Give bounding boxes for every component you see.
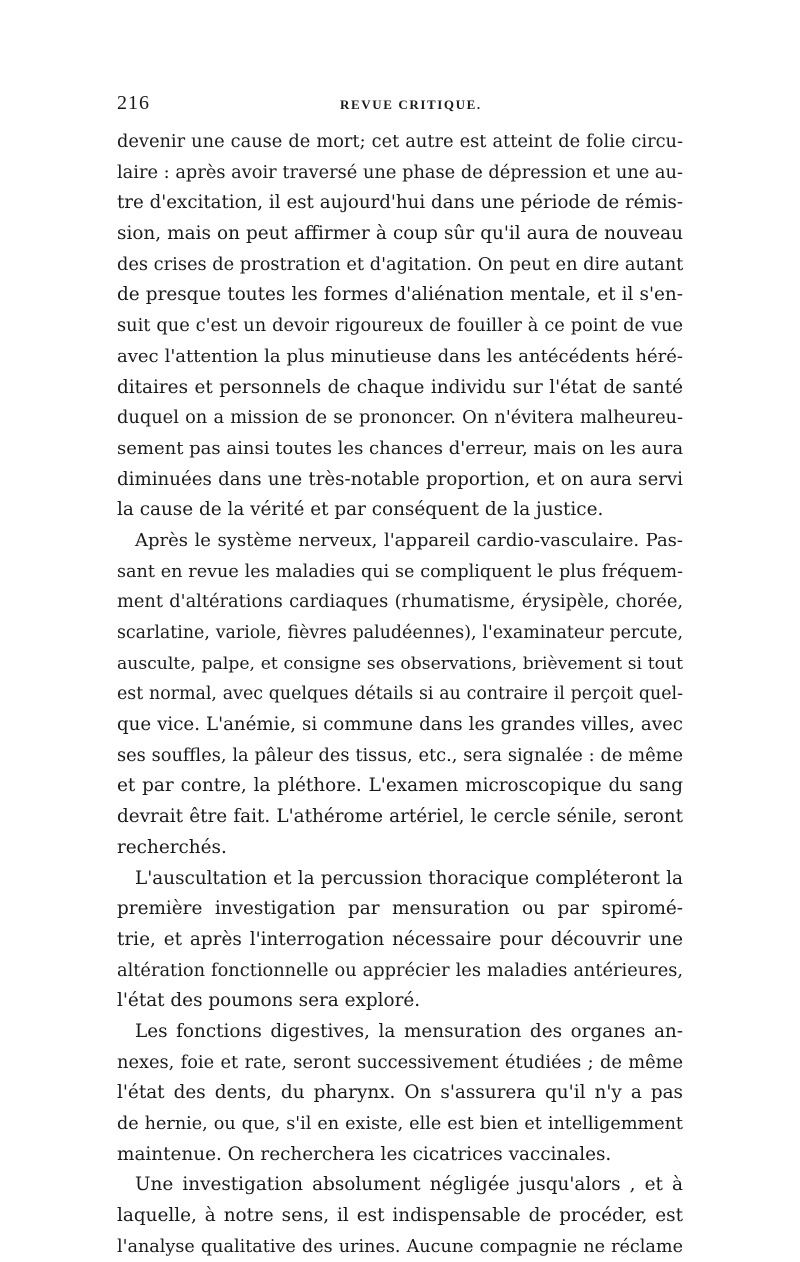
text-line: est normal, avec quelques détails si au contraire il perçoit quel-	[117, 684, 683, 705]
text-line: devenir une cause de mort; cet autre est atteint de folie circu-	[117, 131, 683, 152]
text-line: ditaires et personnels de chaque individu sur l'état de santé	[117, 376, 683, 398]
text-line: scarlatine, variole, fièvres paludéennes), l'examinateur percute,	[117, 623, 683, 643]
text-line: sement pas ainsi toutes les chances d'erreur, mais on les aura	[117, 437, 683, 459]
text-line: ausculte, palpe, et consigne ses observations, brièvement si tout	[117, 653, 683, 674]
text-line: altération fonctionnelle ou apprécier les maladies antérieures,	[117, 959, 683, 981]
text-line: et par contre, la pléthore. L'examen microscopique du sang	[117, 775, 683, 797]
text-line: laquelle, à notre sens, il est indispensable de procéder, est	[117, 1205, 683, 1227]
text-line: duquel on a mission de se prononcer. On n'évitera malheureu-	[117, 407, 683, 429]
body-text	[117, 127, 683, 1262]
text-line: l'analyse qualitative des urines. Aucune compagnie ne réclame	[117, 1236, 683, 1257]
text-line: Après le système nerveux, l'appareil cardio-vasculaire. Pas-	[135, 529, 683, 551]
text-line: laire : après avoir traversé une phase de dépression et une au-	[117, 161, 683, 183]
text-line: des crises de prostration et d'agitation. On peut en dire autant	[117, 253, 683, 275]
text-line: ses souffles, la pâleur des tissus, etc., sera signalée : de même	[117, 744, 683, 766]
text-line: trie, et après l'interrogation nécessaire pour découvrir une	[117, 928, 683, 950]
text-line: nexes, foie et rate, seront successivement étudiées ; de même	[117, 1051, 683, 1073]
text-line: de hernie, ou que, s'il en existe, elle est bien et intelligemment	[117, 1114, 683, 1134]
text-line: que vice. L'anémie, si commune dans les grandes villes, avec	[117, 714, 683, 736]
text-line: suit que c'est un devoir rigoureux de fouiller à ce point de vue	[117, 315, 683, 337]
text-line: tre d'excitation, il est aujourd'hui dans une période de rémis-	[117, 192, 683, 214]
page-header	[117, 92, 683, 118]
text-line: avec l'attention la plus minutieuse dans les antécédents héré-	[117, 345, 683, 367]
text-line: diminuées dans une très-notable proportion, et on aura servi	[117, 468, 683, 490]
running-title: REVUE CRITIQUE.	[340, 97, 482, 112]
text-line: Les fonctions digestives, la mensuration des organes an-	[135, 1020, 683, 1042]
text-line: sion, mais on peut affirmer à coup sûr qu'il aura de nouveau	[117, 223, 683, 245]
text-line: recherchés.	[117, 836, 227, 858]
text-line: l'état des dents, du pharynx. On s'assurera qu'il n'y a pas	[117, 1082, 683, 1104]
text-line: la cause de la vérité et par conséquent de la justice.	[117, 499, 604, 521]
text-line: de presque toutes les formes d'aliénation mentale, et il s'en-	[117, 284, 683, 306]
text-line: l'état des poumons sera exploré.	[117, 990, 421, 1012]
text-line: devrait être fait. L'athérome artériel, le cercle sénile, seront	[117, 806, 683, 828]
page-number: 216	[117, 92, 150, 114]
text-line: première investigation par mensuration ou par spiromé-	[117, 898, 683, 920]
text-line: maintenue. On recherchera les cicatrices vaccinales.	[117, 1143, 612, 1165]
text-line: sant en revue les maladies qui se compliquent le plus fréquem-	[117, 561, 683, 582]
text-line: L'auscultation et la percussion thoracique compléteront la	[135, 867, 683, 889]
text-line: Une investigation absolument négligée jusqu'alors , et à	[135, 1174, 683, 1196]
text-line: ment d'altérations cardiaques (rhumatisme, érysipèle, chorée,	[117, 591, 683, 613]
